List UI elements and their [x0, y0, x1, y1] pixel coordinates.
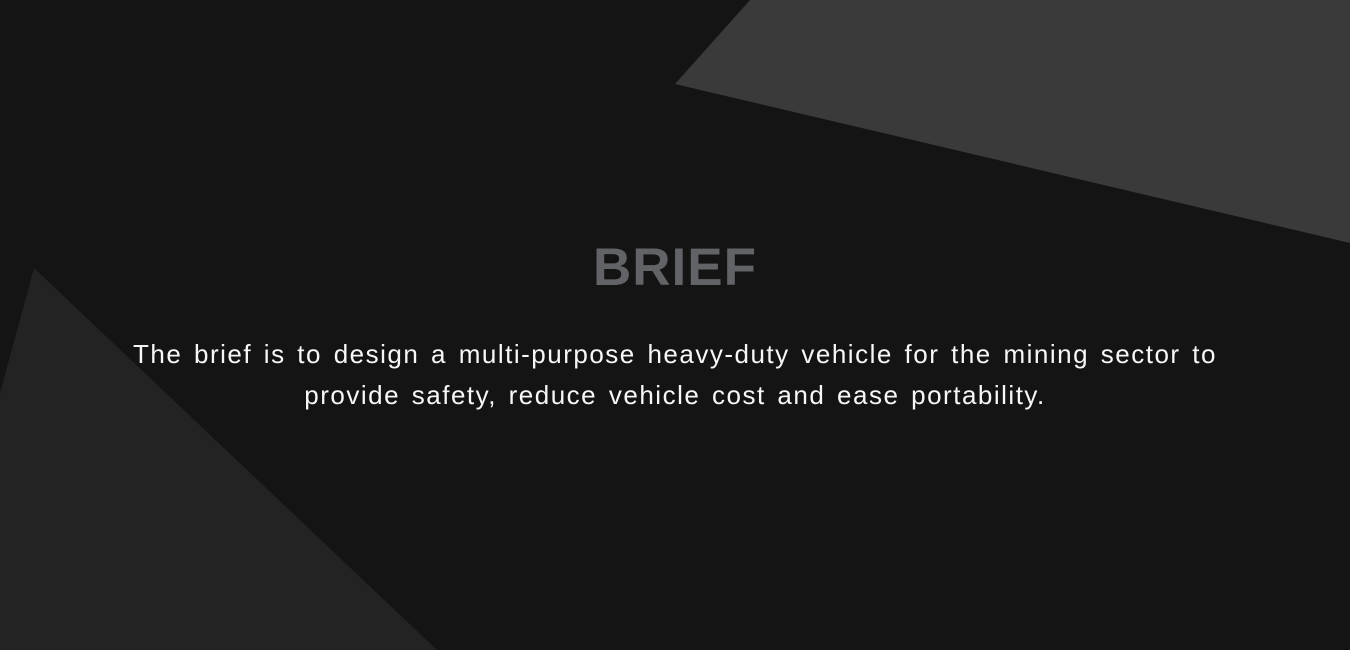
- brief-paragraph-line-2: provide safety, reduce vehicle cost and ease portability.: [304, 380, 1046, 410]
- brief-paragraph: [0, 334, 1350, 416]
- brief-paragraph-line-1: The brief is to design a multi-purpose heavy-duty vehicle for the mining sector to: [132, 339, 1217, 369]
- slide-title: BRIEF: [593, 238, 757, 297]
